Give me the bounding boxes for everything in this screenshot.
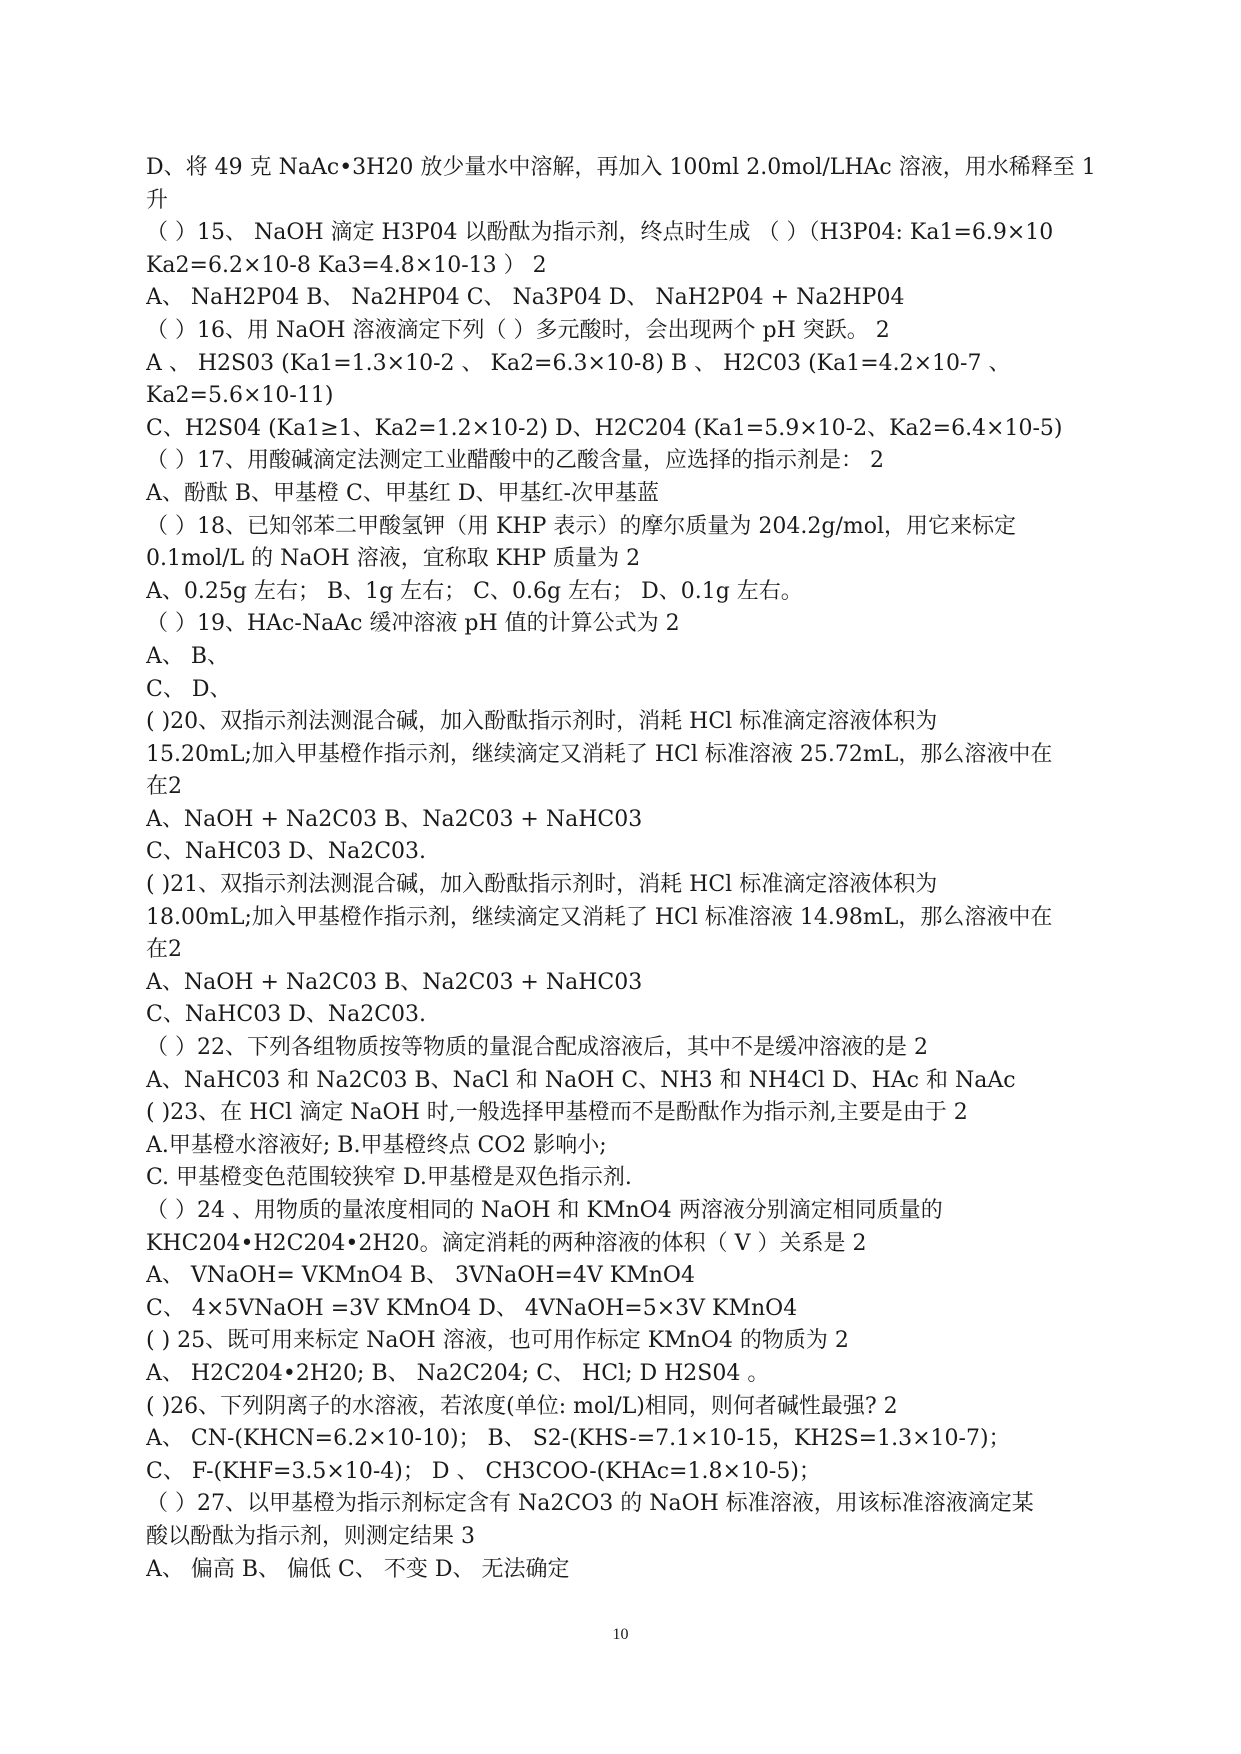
text-line: A、0.25g 左右； B、1g 左右； C、0.6g 左右； D、0.1g 左右。 xyxy=(146,578,803,604)
text-line: KHC204•H2C204•2H20。滴定消耗的两种溶液的体积（ V ）关系是 2 xyxy=(146,1230,867,1256)
text-line: A、NaHC03 和 Na2C03 B、NaCl 和 NaOH C、NH3 和 NH4Cl D、HAc 和 NaAc xyxy=(146,1067,1016,1093)
text-line: A、 CN-(KHCN=6.2×10-10)； B、 S2-(KHS-=7.1×10-15，KH2S=1.3×10-7)； xyxy=(146,1426,1011,1452)
text-line: C、NaHC03 D、Na2C03. xyxy=(146,839,427,865)
text-line: 酸以酚酞为指示剂，则测定结果 3 xyxy=(146,1523,475,1549)
text-line: Ka2=6.2×10-8 Ka3=4.8×10-13 ） 2 xyxy=(146,252,547,278)
text-line: A、NaOH + Na2C03 B、Na2C03 + NaHC03 xyxy=(146,969,643,995)
text-line: （ ）24 、用物质的量浓度相同的 NaOH 和 KMnO4 两溶液分别滴定相同质量的 xyxy=(146,1198,943,1223)
text-line: 15.20mL;加入甲基橙作指示剂，继续滴定又消耗了 HCl 标准溶液 25.72mL，那么溶液中在 xyxy=(146,741,1053,767)
text-line: （ ）27、以甲基橙为指示剂标定含有 Na2CO3 的 NaOH 标准溶液，用该标准溶液滴定某 xyxy=(146,1491,1034,1517)
text-line: C、 4×5VNaOH =3V KMnO4 D、 4VNaOH=5×3V KMnO4 xyxy=(146,1295,798,1321)
text-line: 在2 xyxy=(146,774,182,800)
text-line: A.甲基橙水溶液好; B.甲基橙终点 CO2 影响小; xyxy=(146,1132,607,1158)
text-line: 升 xyxy=(146,187,169,213)
text-line: （ ）19、HAc-NaAc 缓冲溶液 pH 值的计算公式为 2 xyxy=(146,611,680,637)
text-line: ( )23、在 HCl 滴定 NaOH 时,一般选择甲基橙而不是酚酞作为指示剂,主要是由于 2 xyxy=(146,1100,968,1126)
text-line: A、 偏高 B、 偏低 C、 不变 D、 无法确定 xyxy=(146,1556,570,1582)
text-line: A、 VNaOH= VKMnO4 B、 3VNaOH=4V KMnO4 xyxy=(146,1263,695,1289)
text-line: D、将 49 克 NaAc•3H20 放少量水中溶解，再加入 100ml 2.0mol/LHAc 溶液，用水稀释至 1 xyxy=(146,155,1096,180)
text-line: （ ）18、已知邻苯二甲酸氢钾（用 KHP 表示）的摩尔质量为 204.2g/mol，用它来标定 xyxy=(146,513,1017,539)
text-line: A、酚酞 B、甲基橙 C、甲基红 D、甲基红-次甲基蓝 xyxy=(146,480,659,506)
text-line: （ ）16、用 NaOH 溶液滴定下列（ ）多元酸时，会出现两个 pH 突跃。 2 xyxy=(146,317,890,343)
text-line: （ ）22、下列各组物质按等物质的量混合配成溶液后，其中不是缓冲溶液的是 2 xyxy=(146,1035,928,1061)
text-line: A、NaOH + Na2C03 B、Na2C03 + NaHC03 xyxy=(146,806,643,832)
text-line: A、 B、 xyxy=(146,643,230,669)
text-line: C、 D、 xyxy=(146,676,232,702)
text-line: A、 H2C204•2H20; B、 Na2C204; C、 HCl; D H2S04 。 xyxy=(146,1360,770,1386)
text-line: A、 NaH2P04 B、 Na2HP04 C、 Na3P04 D、 NaH2P04 + Na2HP04 xyxy=(146,285,905,311)
text-line: C、 F-(KHF=3.5×10-4)； D 、 CH3COO-(KHAc=1.8×10-5)； xyxy=(146,1458,821,1484)
text-line: 在2 xyxy=(146,937,182,963)
text-line: 0.1mol/L 的 NaOH 溶液，宜称取 KHP 质量为 2 xyxy=(146,546,641,572)
text-line: Ka2=5.6×10-11) xyxy=(146,383,334,409)
text-line: C、H2S04 (Ka1≥1、Ka2=1.2×10-2) D、H2C204 (Ka1=5.9×10-2、Ka2=6.4×10-5) xyxy=(146,415,1063,441)
text-line: ( )21、双指示剂法测混合碱，加入酚酞指示剂时，消耗 HCl 标准滴定溶液体积为 xyxy=(146,872,938,898)
text-line: （ ）15、 NaOH 滴定 H3P04 以酚酞为指示剂，终点时生成 （ ）（H3P04: Ka1=6.9×10 xyxy=(146,220,1054,246)
text-line: ( ) 25、既可用来标定 NaOH 溶液，也可用作标定 KMnO4 的物质为 2 xyxy=(146,1328,849,1354)
question-text-block xyxy=(146,152,1096,1586)
text-line: C、NaHC03 D、Na2C03. xyxy=(146,1002,427,1028)
text-line: ( )26、下列阴离子的水溶液，若浓度(单位: mol/L)相同，则何者碱性最强? 2 xyxy=(146,1393,898,1419)
text-line: C. 甲基橙变色范围较狭窄 D.甲基橙是双色指示剂. xyxy=(146,1165,632,1191)
text-line: 18.00mL;加入甲基橙作指示剂，继续滴定又消耗了 HCl 标准溶液 14.98mL，那么溶液中在 xyxy=(146,904,1053,930)
text-line: ( )20、双指示剂法测混合碱，加入酚酞指示剂时，消耗 HCl 标准滴定溶液体积为 xyxy=(146,709,938,735)
page-number: 10 xyxy=(612,1626,629,1643)
text-line: A 、 H2S03 (Ka1=1.3×10-2 、 Ka2=6.3×10-8) B 、 H2C03 (Ka1=4.2×10-7 、 xyxy=(146,350,1011,376)
text-line: （ ）17、用酸碱滴定法测定工业醋酸中的乙酸含量，应选择的指示剂是： 2 xyxy=(146,448,884,474)
